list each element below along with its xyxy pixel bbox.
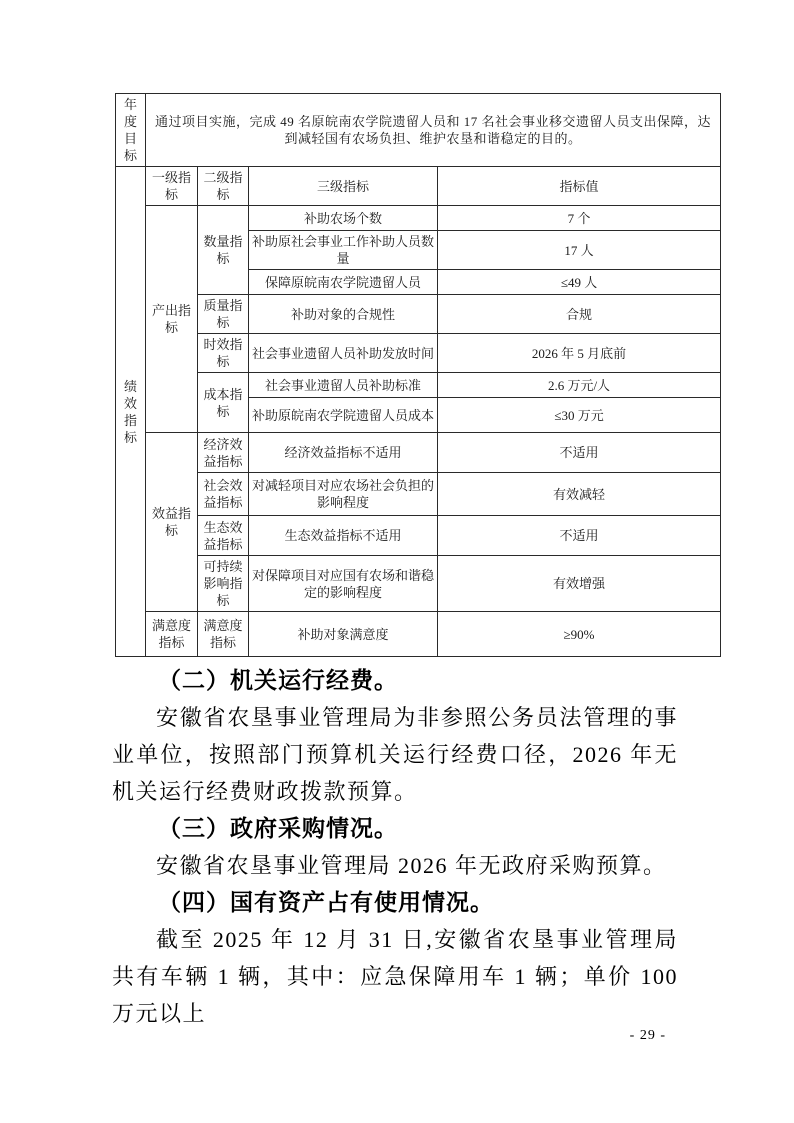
header-value: 指标值 bbox=[438, 167, 721, 206]
header-level3: 三级指标 bbox=[249, 167, 438, 206]
cell-value: 有效减轻 bbox=[438, 473, 721, 516]
cell-l3: 保障原皖南农学院遗留人员 bbox=[249, 270, 438, 295]
cell-value: 2.6 万元/人 bbox=[438, 373, 721, 398]
cell-value: ≥90% bbox=[438, 612, 721, 657]
page-number: - 29 - bbox=[629, 1028, 666, 1043]
cell-l3: 社会事业遗留人员补助标准 bbox=[249, 373, 438, 398]
cell-l3: 补助原皖南农学院遗留人员成本 bbox=[249, 398, 438, 433]
cell-value: 不适用 bbox=[438, 516, 721, 556]
table-row bbox=[116, 373, 721, 398]
table-row bbox=[116, 516, 721, 556]
cell-l3: 补助对象的合规性 bbox=[249, 295, 438, 334]
cell-l2: 满意度指标 bbox=[198, 612, 249, 657]
cell-l3: 补助原社会事业工作补助人员数量 bbox=[249, 231, 438, 270]
cell-l1-satisfaction: 满意度指标 bbox=[146, 612, 198, 657]
table-row bbox=[116, 206, 721, 231]
table-row bbox=[116, 94, 721, 167]
performance-indicator-table bbox=[115, 93, 721, 657]
table-header-row bbox=[116, 167, 721, 206]
header-level2: 二级指标 bbox=[198, 167, 249, 206]
section-heading-3: （三）政府采购情况。 bbox=[158, 816, 398, 841]
cell-l3: 对减轻项目对应农场社会负担的影响程度 bbox=[249, 473, 438, 516]
cell-value: ≤30 万元 bbox=[438, 398, 721, 433]
cell-l2: 时效指标 bbox=[198, 334, 249, 373]
cell-l3: 补助对象满意度 bbox=[249, 612, 438, 657]
table-row bbox=[116, 556, 721, 612]
section-paragraph: 截至 2025 年 12 月 31 日,安徽省农垦事业管理局共有车辆 1 辆，其中：应急保障用车 1 辆；单价 100 万元以上 bbox=[112, 927, 678, 1026]
cell-value: 不适用 bbox=[438, 433, 721, 473]
cell-l2: 经济效益指标 bbox=[198, 433, 249, 473]
cell-l3: 生态效益指标不适用 bbox=[249, 516, 438, 556]
cell-value: 2026 年 5 月底前 bbox=[438, 334, 721, 373]
table-row bbox=[116, 433, 721, 473]
cell-annual-goal-label: 年度目标 bbox=[116, 94, 146, 167]
cell-value: 17 人 bbox=[438, 231, 721, 270]
cell-l3: 补助农场个数 bbox=[249, 206, 438, 231]
cell-value: 7 个 bbox=[438, 206, 721, 231]
document-body bbox=[112, 662, 678, 1032]
cell-l2: 社会效益指标 bbox=[198, 473, 249, 516]
section-paragraph: 安徽省农垦事业管理局 2026 年无政府采购预算。 bbox=[156, 853, 667, 878]
cell-l3: 社会事业遗留人员补助发放时间 bbox=[249, 334, 438, 373]
cell-value: 有效增强 bbox=[438, 556, 721, 612]
cell-annual-goal-text: 通过项目实施，完成 49 名原皖南农学院遗留人员和 17 名社会事业移交遗留人员支出保障，达到减轻国有农场负担、维护农垦和谐稳定的目的。 bbox=[146, 94, 721, 167]
table-row bbox=[116, 473, 721, 516]
table-row bbox=[116, 334, 721, 373]
cell-l2: 数量指标 bbox=[198, 206, 249, 295]
cell-l2: 成本指标 bbox=[198, 373, 249, 433]
section-heading-2: （二）机关运行经费。 bbox=[158, 668, 398, 693]
cell-l1-benefit: 效益指标 bbox=[146, 433, 198, 612]
table-row bbox=[116, 295, 721, 334]
section-heading-4: （四）国有资产占有使用情况。 bbox=[158, 890, 494, 915]
header-level1: 一级指标 bbox=[146, 167, 198, 206]
cell-l3: 对保障项目对应国有农场和谐稳定的影响程度 bbox=[249, 556, 438, 612]
cell-l2: 质量指标 bbox=[198, 295, 249, 334]
cell-value: ≤49 人 bbox=[438, 270, 721, 295]
cell-l1-output: 产出指标 bbox=[146, 206, 198, 433]
cell-l3: 经济效益指标不适用 bbox=[249, 433, 438, 473]
cell-l2: 生态效益指标 bbox=[198, 516, 249, 556]
cell-l2: 可持续影响指标 bbox=[198, 556, 249, 612]
table-row bbox=[116, 612, 721, 657]
cell-value: 合规 bbox=[438, 295, 721, 334]
section-paragraph: 安徽省农垦事业管理局为非参照公务员法管理的事业单位，按照部门预算机关运行经费口径，2026 年无机关运行经费财政拨款预算。 bbox=[112, 705, 678, 804]
cell-left-label: 绩效指标 bbox=[116, 167, 146, 657]
